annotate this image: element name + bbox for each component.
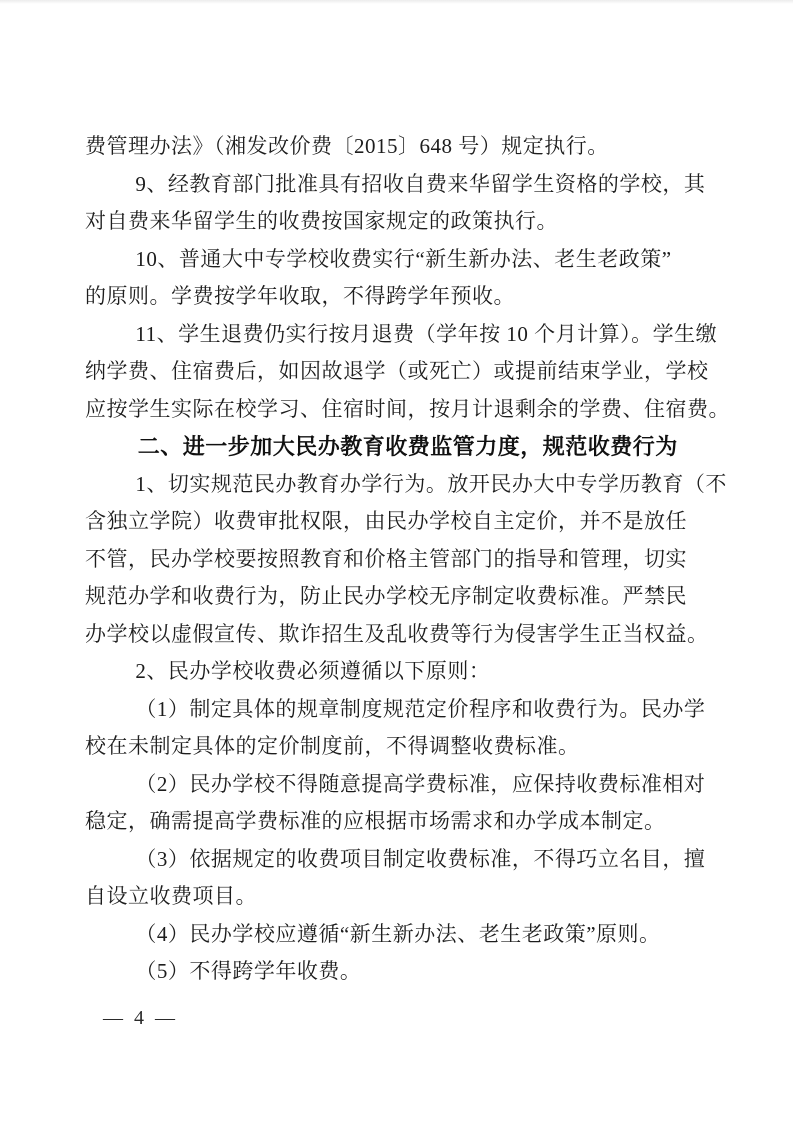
scan-edge-artifact (0, 0, 793, 4)
text-line: 对自费来华留学生的收费按国家规定的政策执行。 (85, 209, 558, 233)
text-line: （1）制定具体的规章制度规范定价程序和收费行为。民办学 (135, 696, 706, 721)
text-line: 9、经教育部门批准具有招收自费来华留学生资格的学校，其 (135, 171, 706, 196)
page-number: — 4 — (103, 1007, 178, 1029)
text-line: 1、切实规范民办教育办学行为。放开民办大中专学历教育（不 (135, 471, 727, 496)
text-line: （3）依据规定的收费项目制定收费标准，不得巧立名目，擅 (135, 846, 706, 871)
section-heading: 二、进一步加大民办教育收费监管力度，规范收费行为 (137, 434, 678, 459)
text-line: 的原则。学费按学年收取，不得跨学年预收。 (85, 284, 515, 308)
text-line: （2）民办学校不得随意提高学费标准，应保持收费标准相对 (135, 771, 706, 796)
text-line: 办学校以虚假宣传、欺诈招生及乱收费等行为侵害学生正当权益。 (85, 621, 709, 646)
text-line: 稳定，确需提高学费标准的应根据市场需求和办学成本制定。 (85, 809, 666, 833)
text-line: 纳学费、住宿费后，如因故退学（或死亡）或提前结束学业，学校 (85, 359, 709, 383)
text-line: 费管理办法》（湘发改价费〔2015〕648 号）规定执行。 (85, 134, 609, 158)
text-line: 应按学生实际在校学习、住宿时间，按月计退剩余的学费、住宿费。 (85, 396, 730, 421)
text-line: 自设立收费项目。 (85, 884, 257, 908)
text-line: （4）民办学校应遵循“新生新办法、老生老政策”原则。 (135, 921, 661, 946)
text-line: （5）不得跨学年收费。 (135, 959, 362, 983)
text-line: 2、民办学校收费必须遵循以下原则： (135, 659, 491, 683)
text-line: 规范办学和收费行为，防止民办学校无序制定收费标准。严禁民 (85, 584, 687, 608)
text-line: 校在未制定具体的定价制度前，不得调整收费标准。 (85, 734, 580, 758)
text-line: 含独立学院）收费审批权限，由民办学校自主定价，并不是放任 (85, 509, 687, 533)
text-line: 10、普通大中专学校收费实行“新生新办法、老生老政策” (135, 246, 672, 271)
text-line: 11、学生退费仍实行按月退费（学年按 10 个月计算）。学生缴 (135, 321, 718, 346)
text-line: 不管，民办学校要按照教育和价格主管部门的指导和管理，切实 (85, 546, 687, 571)
document-body (85, 128, 730, 991)
